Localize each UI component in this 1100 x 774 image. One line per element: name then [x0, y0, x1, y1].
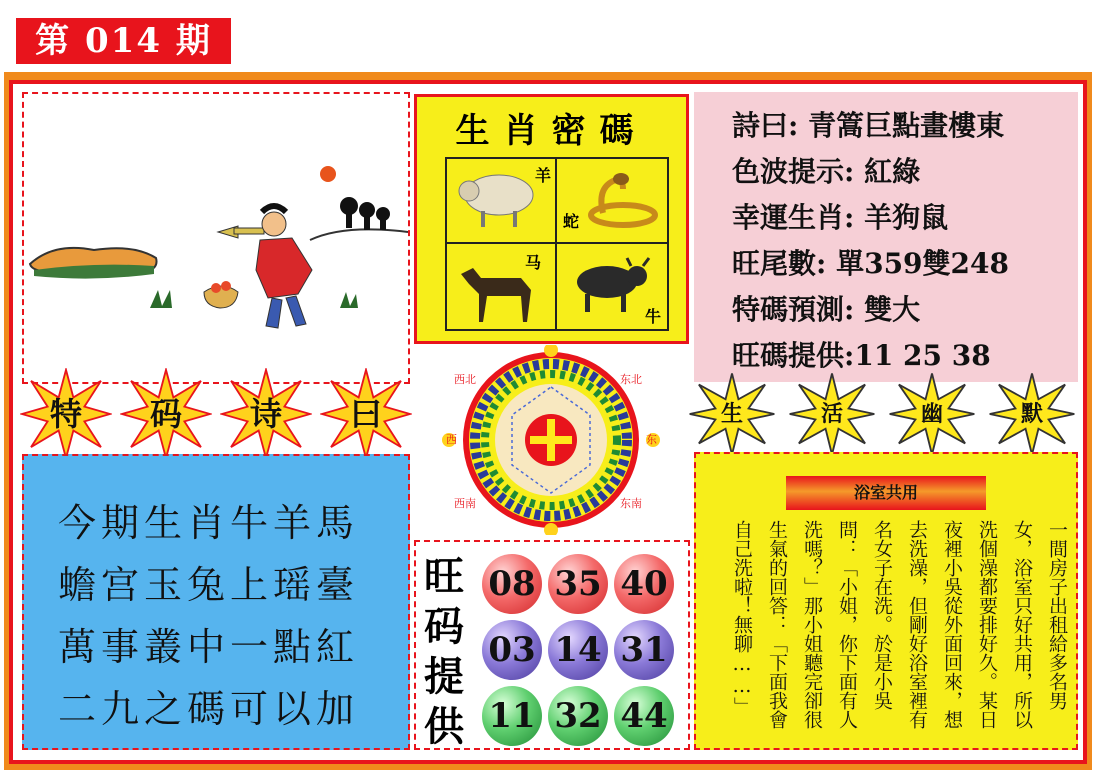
number-ball: 11 — [482, 686, 542, 746]
star-label: 特 — [49, 395, 82, 433]
info-poem: 詩曰: 青篙巨點畫樓東 — [732, 109, 1005, 142]
story-column: 洗個澡都要排好久。某日 — [976, 520, 998, 729]
story-column: 一間房子出租給多名男 — [1046, 520, 1068, 710]
humor-story-panel — [694, 452, 1078, 750]
zodiac-label-sheep: 羊 — [534, 166, 551, 185]
zodiac-grid — [445, 157, 669, 331]
story-column: 問：「小姐，你下面有人 — [836, 520, 858, 729]
compass-wheel — [440, 345, 662, 535]
poem-line-3: 萬事叢中一點紅 — [58, 625, 360, 669]
star-mo — [986, 368, 1078, 460]
compass-label-se: 东南 — [620, 497, 642, 510]
poem-line-1: 今期生肖牛羊馬 — [58, 501, 360, 545]
compass-label-e: 东 — [646, 433, 657, 446]
story-column: 去洗澡，但剛好浴室裡有 — [906, 520, 928, 729]
star-label: 幽 — [920, 401, 943, 427]
info-hot-numbers: 旺碼提供:11 25 38 — [732, 339, 991, 372]
story-column: 洗嗎？」那小姐聽完卻很 — [801, 520, 823, 729]
star-label: 曰 — [349, 395, 382, 433]
number-ball: 40 — [614, 554, 674, 614]
info-lucky-zodiac: 幸運生肖: 羊狗鼠 — [732, 201, 949, 234]
story-column: 女，浴室只好共用，所以 — [1011, 520, 1033, 729]
star-ma — [120, 368, 212, 460]
star-sheng — [686, 368, 778, 460]
zodiac-cell-snake — [557, 159, 667, 244]
story-column: 自己洗啦！無聊……」 — [731, 520, 753, 716]
poem-line-4: 二九之碼可以加 — [58, 687, 360, 731]
hot-numbers-panel — [414, 540, 690, 750]
zodiac-cell-sheep — [447, 159, 557, 244]
number-ball: 44 — [614, 686, 674, 746]
compass-label-ne: 东北 — [620, 373, 642, 386]
number-ball: 31 — [614, 620, 674, 680]
info-tail-numbers: 旺尾數: 單359雙248 — [732, 247, 1009, 280]
star-label: 活 — [820, 401, 843, 427]
zodiac-title: 生肖密碼 — [455, 111, 648, 151]
star-huo — [786, 368, 878, 460]
compass-label-nw: 西北 — [454, 373, 476, 386]
boy-trumpet-illustration — [24, 94, 408, 382]
star-label: 生 — [720, 401, 743, 427]
number-ball: 35 — [548, 554, 608, 614]
zodiac-cell-horse — [447, 244, 557, 329]
star-shi — [220, 368, 312, 460]
star-yue — [320, 368, 412, 460]
special-code-poem — [22, 454, 410, 750]
story-column: 生氣的回答：「下面我會 — [766, 520, 788, 729]
issue-number: 第 014 期 — [16, 18, 231, 64]
compass-label-w: 西 — [446, 433, 457, 446]
star-te — [20, 368, 112, 460]
poem-line-2: 蟾宫玉兔上瑶臺 — [58, 563, 360, 607]
number-ball: 32 — [548, 686, 608, 746]
zodiac-label-snake: 蛇 — [563, 212, 580, 231]
illustration-panel — [22, 92, 410, 384]
star-label: 默 — [1020, 401, 1043, 427]
number-ball: 08 — [482, 554, 542, 614]
zodiac-cell-ox — [557, 244, 667, 329]
info-box — [694, 92, 1078, 382]
zodiac-label-horse: 马 — [524, 253, 541, 272]
story-title: 浴室共用 — [786, 476, 986, 510]
number-ball: 14 — [548, 620, 608, 680]
info-color-hint: 色波提示: 紅綠 — [732, 155, 921, 188]
story-column: 名女子在洗。於是小吳 — [871, 520, 893, 710]
story-column: 夜裡小吳從外面回來，想 — [941, 520, 963, 729]
hot-numbers-label: 旺码提供 — [424, 553, 464, 750]
info-special-prediction: 特碼預測: 雙大 — [732, 293, 921, 326]
compass-label-sw: 西南 — [454, 497, 476, 510]
zodiac-label-ox: 牛 — [644, 307, 661, 326]
number-ball: 03 — [482, 620, 542, 680]
star-label: 码 — [149, 395, 182, 433]
star-you — [886, 368, 978, 460]
star-label: 诗 — [249, 395, 282, 433]
zodiac-code-box — [414, 94, 689, 344]
